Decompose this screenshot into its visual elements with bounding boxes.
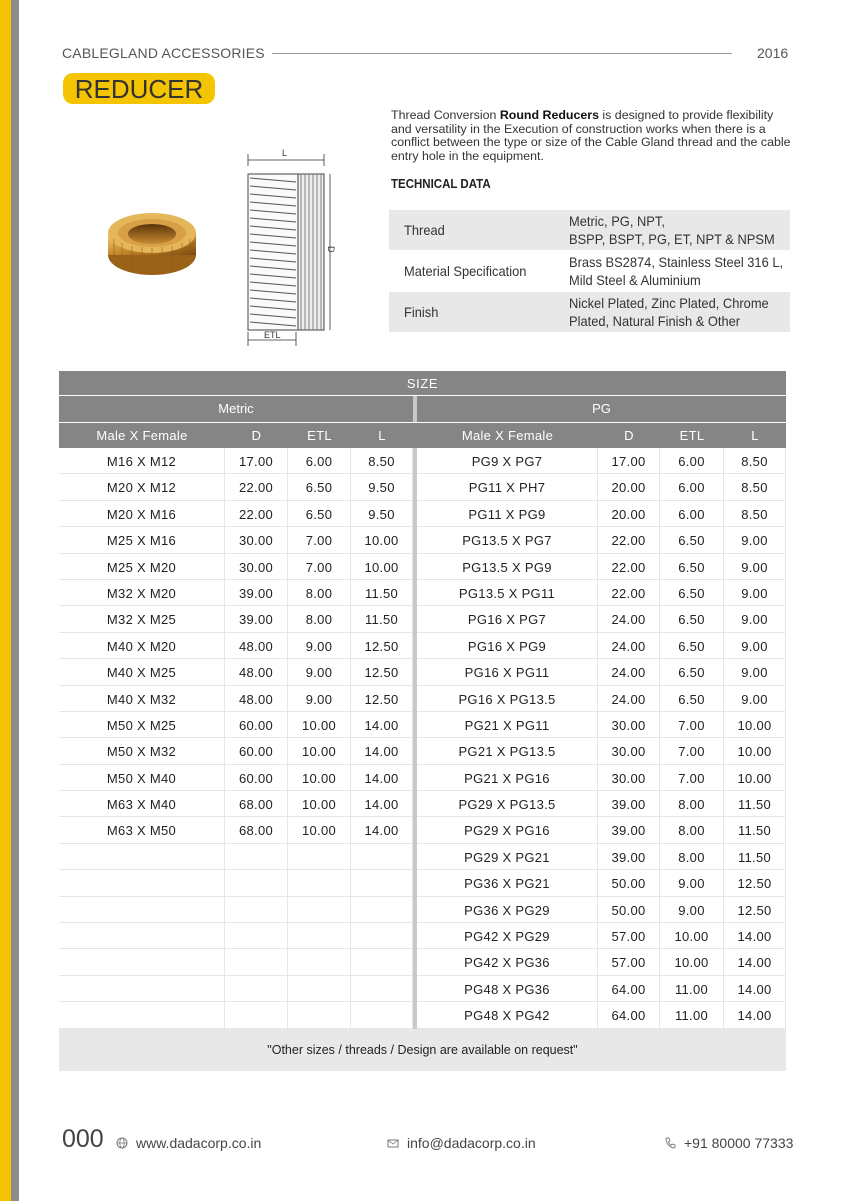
metric-cell-l: [351, 897, 413, 923]
pg-cell-d: 24.00: [598, 659, 660, 685]
metric-cell-male-female: M25 X M20: [59, 554, 225, 580]
pg-cell-male-female: PG29 X PG13.5: [417, 791, 598, 817]
metric-cell-male-female: [59, 923, 225, 949]
metric-cell-l: [351, 1002, 413, 1028]
pg-cell-d: 30.00: [598, 738, 660, 764]
website-link[interactable]: www.dadacorp.co.in: [136, 1135, 262, 1151]
col-header-l: L: [351, 423, 413, 448]
metric-cell-male-female: [59, 897, 225, 923]
metric-cell-l: [351, 844, 413, 870]
pg-cell-male-female: PG13.5 X PG7: [417, 527, 598, 553]
metric-cell-male-female: M50 X M25: [59, 712, 225, 738]
drawing-label-etl: ETL: [264, 330, 281, 340]
table-row: [59, 870, 786, 896]
pg-cell-l: 14.00: [724, 1002, 786, 1028]
size-group-header: [59, 396, 786, 422]
pg-cell-male-female: PG16 X PG11: [417, 659, 598, 685]
pg-cell-etl: 6.50: [660, 659, 724, 685]
metric-cell-d: 60.00: [225, 738, 288, 764]
pg-cell-etl: 8.00: [660, 844, 724, 870]
tech-value: [569, 250, 783, 292]
metric-cell-l: 12.50: [351, 659, 413, 685]
table-row: [59, 817, 786, 843]
pg-cell-d: 30.00: [598, 765, 660, 791]
page-side-stripe: [0, 0, 19, 1201]
pg-cell-d: 64.00: [598, 976, 660, 1002]
pg-cell-l: 8.50: [724, 448, 786, 474]
pg-cell-l: 9.00: [724, 633, 786, 659]
metric-cell-etl: [288, 897, 351, 923]
pg-cell-male-female: PG21 X PG13.5: [417, 738, 598, 764]
pg-cell-l: 9.00: [724, 527, 786, 553]
metric-cell-etl: 10.00: [288, 738, 351, 764]
col-header-etl: ETL: [288, 423, 351, 448]
metric-cell-d: 68.00: [225, 791, 288, 817]
metric-cell-male-female: M32 X M25: [59, 606, 225, 632]
header-year: 2016: [757, 45, 789, 61]
page-number: 000: [62, 1125, 104, 1153]
pg-cell-d: 24.00: [598, 606, 660, 632]
metric-cell-male-female: M63 X M40: [59, 791, 225, 817]
technical-data-title: TECHNICAL DATA: [391, 177, 491, 191]
metric-cell-etl: 6.00: [288, 448, 351, 474]
pg-cell-l: 9.00: [724, 554, 786, 580]
metric-cell-etl: [288, 870, 351, 896]
metric-cell-male-female: M40 X M25: [59, 659, 225, 685]
metric-cell-etl: [288, 844, 351, 870]
pg-cell-etl: 7.00: [660, 712, 724, 738]
pg-cell-l: 10.00: [724, 738, 786, 764]
metric-cell-l: 14.00: [351, 765, 413, 791]
metric-cell-etl: 10.00: [288, 765, 351, 791]
pg-cell-etl: 6.50: [660, 633, 724, 659]
tech-value-line: Plated, Natural Finish & Other: [569, 313, 741, 329]
table-row: [59, 765, 786, 791]
tech-value: [569, 210, 775, 250]
metric-cell-etl: [288, 923, 351, 949]
pg-cell-d: 22.00: [598, 580, 660, 606]
tech-value-line: Brass BS2874, Stainless Steel 316 L,: [569, 254, 784, 270]
pg-cell-l: 11.50: [724, 844, 786, 870]
pg-cell-l: 14.00: [724, 949, 786, 975]
metric-group-label: Metric: [218, 401, 254, 416]
metric-cell-male-female: M40 X M20: [59, 633, 225, 659]
metric-cell-male-female: M63 X M50: [59, 817, 225, 843]
table-row: [59, 554, 786, 580]
table-row: [59, 580, 786, 606]
metric-cell-l: 14.00: [351, 712, 413, 738]
metric-cell-d: [225, 949, 288, 975]
metric-cell-l: [351, 976, 413, 1002]
metric-cell-etl: 10.00: [288, 791, 351, 817]
technical-data-table: [389, 210, 790, 332]
tech-value: [569, 292, 769, 332]
pg-cell-etl: 11.00: [660, 1002, 724, 1028]
metric-cell-d: [225, 897, 288, 923]
metric-cell-l: [351, 870, 413, 896]
pg-cell-l: 9.00: [724, 686, 786, 712]
metric-cell-d: 17.00: [225, 448, 288, 474]
pg-cell-l: 8.50: [724, 474, 786, 500]
metric-cell-male-female: [59, 844, 225, 870]
pg-cell-etl: 6.50: [660, 606, 724, 632]
pg-cell-etl: 6.00: [660, 474, 724, 500]
pg-cell-male-female: PG36 X PG29: [417, 897, 598, 923]
pg-cell-d: 64.00: [598, 1002, 660, 1028]
pg-cell-male-female: PG29 X PG16: [417, 817, 598, 843]
size-table-title: SIZE: [59, 371, 786, 395]
pg-cell-l: 11.50: [724, 791, 786, 817]
metric-cell-d: 48.00: [225, 633, 288, 659]
pg-cell-etl: 6.50: [660, 527, 724, 553]
metric-cell-d: 68.00: [225, 817, 288, 843]
metric-cell-male-female: M32 X M20: [59, 580, 225, 606]
table-row: [59, 923, 786, 949]
tech-value-line: Nickel Plated, Zinc Plated, Chrome: [569, 295, 769, 311]
metric-cell-d: 30.00: [225, 554, 288, 580]
metric-cell-male-female: [59, 870, 225, 896]
col-header-l: L: [724, 423, 786, 448]
pg-cell-l: 14.00: [724, 976, 786, 1002]
description-rest: is designed to provide flexibility and versatility in the Execution of construction works when there is a conflict between the type or size of the Cable Gland thread and the cable entry hole in the equipment.: [391, 108, 791, 163]
metric-cell-d: 39.00: [225, 580, 288, 606]
pg-cell-d: 30.00: [598, 712, 660, 738]
metric-cell-l: 14.00: [351, 817, 413, 843]
drawing-label-l: L: [282, 148, 288, 158]
size-table-body: [59, 448, 786, 1029]
pg-cell-etl: 8.00: [660, 817, 724, 843]
pg-cell-etl: 9.00: [660, 870, 724, 896]
pg-cell-d: 22.00: [598, 527, 660, 553]
pg-cell-l: 9.00: [724, 606, 786, 632]
pg-cell-etl: 6.50: [660, 554, 724, 580]
metric-cell-etl: 8.00: [288, 606, 351, 632]
pg-cell-l: 9.00: [724, 659, 786, 685]
metric-cell-etl: 8.00: [288, 580, 351, 606]
tech-row-material: [389, 250, 790, 292]
metric-cell-d: 39.00: [225, 606, 288, 632]
pg-cell-l: 11.50: [724, 817, 786, 843]
pg-cell-d: 39.00: [598, 817, 660, 843]
pg-cell-d: 17.00: [598, 448, 660, 474]
availability-note: "Other sizes / threads / Design are available on request": [59, 1029, 786, 1071]
phone-contact: [664, 1135, 793, 1151]
pg-cell-male-female: PG21 X PG16: [417, 765, 598, 791]
technical-drawing: [236, 144, 336, 350]
pg-cell-l: 9.00: [724, 580, 786, 606]
col-header-male-female: Male X Female: [417, 423, 598, 448]
table-row: [59, 501, 786, 527]
tech-value-line: Mild Steel & Aluminium: [569, 272, 701, 288]
table-row: [59, 474, 786, 500]
metric-cell-male-female: M20 X M16: [59, 501, 225, 527]
col-header-etl: ETL: [660, 423, 724, 448]
pg-cell-male-female: PG42 X PG29: [417, 923, 598, 949]
pg-cell-etl: 7.00: [660, 738, 724, 764]
pg-cell-l: 14.00: [724, 923, 786, 949]
metric-cell-l: 11.50: [351, 606, 413, 632]
metric-cell-d: 48.00: [225, 686, 288, 712]
page-title: REDUCER: [63, 73, 215, 104]
metric-cell-l: 8.50: [351, 448, 413, 474]
metric-cell-l: 14.00: [351, 738, 413, 764]
metric-cell-l: 9.50: [351, 501, 413, 527]
metric-cell-male-female: M25 X M16: [59, 527, 225, 553]
pg-cell-male-female: PG16 X PG13.5: [417, 686, 598, 712]
metric-cell-etl: [288, 976, 351, 1002]
product-photo: [106, 209, 198, 277]
pg-cell-male-female: PG42 X PG36: [417, 949, 598, 975]
pg-cell-male-female: PG48 X PG36: [417, 976, 598, 1002]
header-rule: [272, 53, 732, 54]
email-contact: [387, 1135, 536, 1151]
pg-cell-etl: 11.00: [660, 976, 724, 1002]
pg-cell-l: 8.50: [724, 501, 786, 527]
metric-cell-d: [225, 870, 288, 896]
table-row: [59, 448, 786, 474]
pg-cell-male-female: PG29 X PG21: [417, 844, 598, 870]
pg-cell-etl: 10.00: [660, 949, 724, 975]
metric-cell-d: [225, 923, 288, 949]
tech-row-finish: [389, 292, 790, 332]
metric-cell-etl: 10.00: [288, 817, 351, 843]
col-header-d: D: [598, 423, 660, 448]
pg-cell-l: 12.50: [724, 897, 786, 923]
pg-cell-d: 50.00: [598, 897, 660, 923]
pg-cell-male-female: PG48 X PG42: [417, 1002, 598, 1028]
pg-cell-male-female: PG11 X PH7: [417, 474, 598, 500]
table-row: [59, 1002, 786, 1028]
pg-cell-male-female: PG16 X PG7: [417, 606, 598, 632]
header-category: CABLEGLAND ACCESSORIES: [62, 45, 265, 61]
pg-cell-etl: 10.00: [660, 923, 724, 949]
pg-cell-d: 57.00: [598, 949, 660, 975]
col-header-d: D: [225, 423, 288, 448]
tech-label: Finish: [404, 304, 439, 320]
metric-cell-etl: 9.00: [288, 686, 351, 712]
metric-cell-male-female: M50 X M40: [59, 765, 225, 791]
metric-cell-male-female: M50 X M32: [59, 738, 225, 764]
col-header-male-female: Male X Female: [59, 423, 225, 448]
pg-cell-d: 20.00: [598, 474, 660, 500]
column-header-row: [59, 423, 786, 448]
pg-cell-etl: 7.00: [660, 765, 724, 791]
pg-cell-d: 22.00: [598, 554, 660, 580]
pg-cell-etl: 9.00: [660, 897, 724, 923]
table-row: [59, 738, 786, 764]
metric-cell-d: 22.00: [225, 474, 288, 500]
table-row: [59, 686, 786, 712]
tech-label: Material Specification: [404, 263, 527, 279]
metric-cell-l: 14.00: [351, 791, 413, 817]
metric-cell-male-female: M20 X M12: [59, 474, 225, 500]
table-row: [59, 527, 786, 553]
table-row: [59, 712, 786, 738]
description-lead: Thread Conversion: [391, 108, 500, 122]
table-row: [59, 659, 786, 685]
metric-cell-etl: [288, 949, 351, 975]
tech-row-thread: [389, 210, 790, 250]
tech-label: Thread: [404, 222, 445, 238]
tech-value-line: BSPP, BSPT, PG, ET, NPT & NPSM: [569, 231, 775, 247]
globe-icon: [116, 1137, 128, 1149]
side-stripe-yellow: [0, 0, 11, 1201]
pg-cell-male-female: PG13.5 X PG11: [417, 580, 598, 606]
table-row: [59, 949, 786, 975]
pg-cell-male-female: PG16 X PG9: [417, 633, 598, 659]
metric-cell-l: 10.00: [351, 554, 413, 580]
pg-cell-d: 57.00: [598, 923, 660, 949]
metric-cell-l: 12.50: [351, 686, 413, 712]
table-row: [59, 791, 786, 817]
pg-cell-etl: 6.00: [660, 448, 724, 474]
size-table: [59, 371, 786, 1071]
pg-cell-d: 24.00: [598, 686, 660, 712]
pg-group-label: PG: [592, 401, 611, 416]
table-row: [59, 606, 786, 632]
description-bold: Round Reducers: [499, 108, 599, 122]
table-row: [59, 897, 786, 923]
metric-cell-d: 48.00: [225, 659, 288, 685]
metric-cell-d: 22.00: [225, 501, 288, 527]
metric-cell-d: 60.00: [225, 712, 288, 738]
pg-cell-male-female: PG11 X PG9: [417, 501, 598, 527]
metric-cell-l: 10.00: [351, 527, 413, 553]
metric-cell-etl: 7.00: [288, 527, 351, 553]
pg-cell-l: 10.00: [724, 765, 786, 791]
drawing-label-d: D: [326, 246, 336, 253]
pg-cell-male-female: PG21 X PG11: [417, 712, 598, 738]
metric-cell-male-female: [59, 1002, 225, 1028]
phone-icon: [664, 1137, 676, 1149]
pg-cell-l: 10.00: [724, 712, 786, 738]
product-description: [391, 109, 791, 163]
pg-cell-d: 39.00: [598, 844, 660, 870]
metric-cell-etl: [288, 1002, 351, 1028]
metric-cell-male-female: [59, 976, 225, 1002]
pg-cell-l: 12.50: [724, 870, 786, 896]
pg-cell-d: 20.00: [598, 501, 660, 527]
metric-cell-d: [225, 1002, 288, 1028]
metric-cell-male-female: M40 X M32: [59, 686, 225, 712]
email-link[interactable]: info@dadacorp.co.in: [407, 1135, 536, 1151]
metric-cell-l: [351, 949, 413, 975]
table-row: [59, 844, 786, 870]
pg-cell-male-female: PG36 X PG21: [417, 870, 598, 896]
pg-cell-male-female: PG9 X PG7: [417, 448, 598, 474]
pg-cell-etl: 8.00: [660, 791, 724, 817]
website-contact: [116, 1135, 261, 1151]
metric-cell-etl: 6.50: [288, 474, 351, 500]
metric-cell-male-female: M16 X M12: [59, 448, 225, 474]
table-row: [59, 633, 786, 659]
mail-icon: [387, 1137, 399, 1149]
pg-cell-d: 50.00: [598, 870, 660, 896]
metric-cell-d: 60.00: [225, 765, 288, 791]
pg-cell-etl: 6.50: [660, 580, 724, 606]
metric-cell-etl: 9.00: [288, 659, 351, 685]
table-row: [59, 976, 786, 1002]
metric-cell-etl: 10.00: [288, 712, 351, 738]
metric-cell-l: 12.50: [351, 633, 413, 659]
pg-cell-etl: 6.00: [660, 501, 724, 527]
pg-cell-etl: 6.50: [660, 686, 724, 712]
tech-value-line: Metric, PG, NPT,: [569, 213, 665, 229]
pg-cell-d: 39.00: [598, 791, 660, 817]
metric-cell-etl: 6.50: [288, 501, 351, 527]
metric-cell-etl: 7.00: [288, 554, 351, 580]
metric-cell-l: 11.50: [351, 580, 413, 606]
metric-cell-etl: 9.00: [288, 633, 351, 659]
metric-cell-d: [225, 976, 288, 1002]
side-stripe-grey: [11, 0, 19, 1201]
pg-cell-d: 24.00: [598, 633, 660, 659]
metric-cell-l: 9.50: [351, 474, 413, 500]
metric-cell-male-female: [59, 949, 225, 975]
phone-number[interactable]: +91 80000 77333: [684, 1135, 794, 1151]
metric-cell-l: [351, 923, 413, 949]
pg-cell-male-female: PG13.5 X PG9: [417, 554, 598, 580]
metric-cell-d: [225, 844, 288, 870]
metric-cell-d: 30.00: [225, 527, 288, 553]
